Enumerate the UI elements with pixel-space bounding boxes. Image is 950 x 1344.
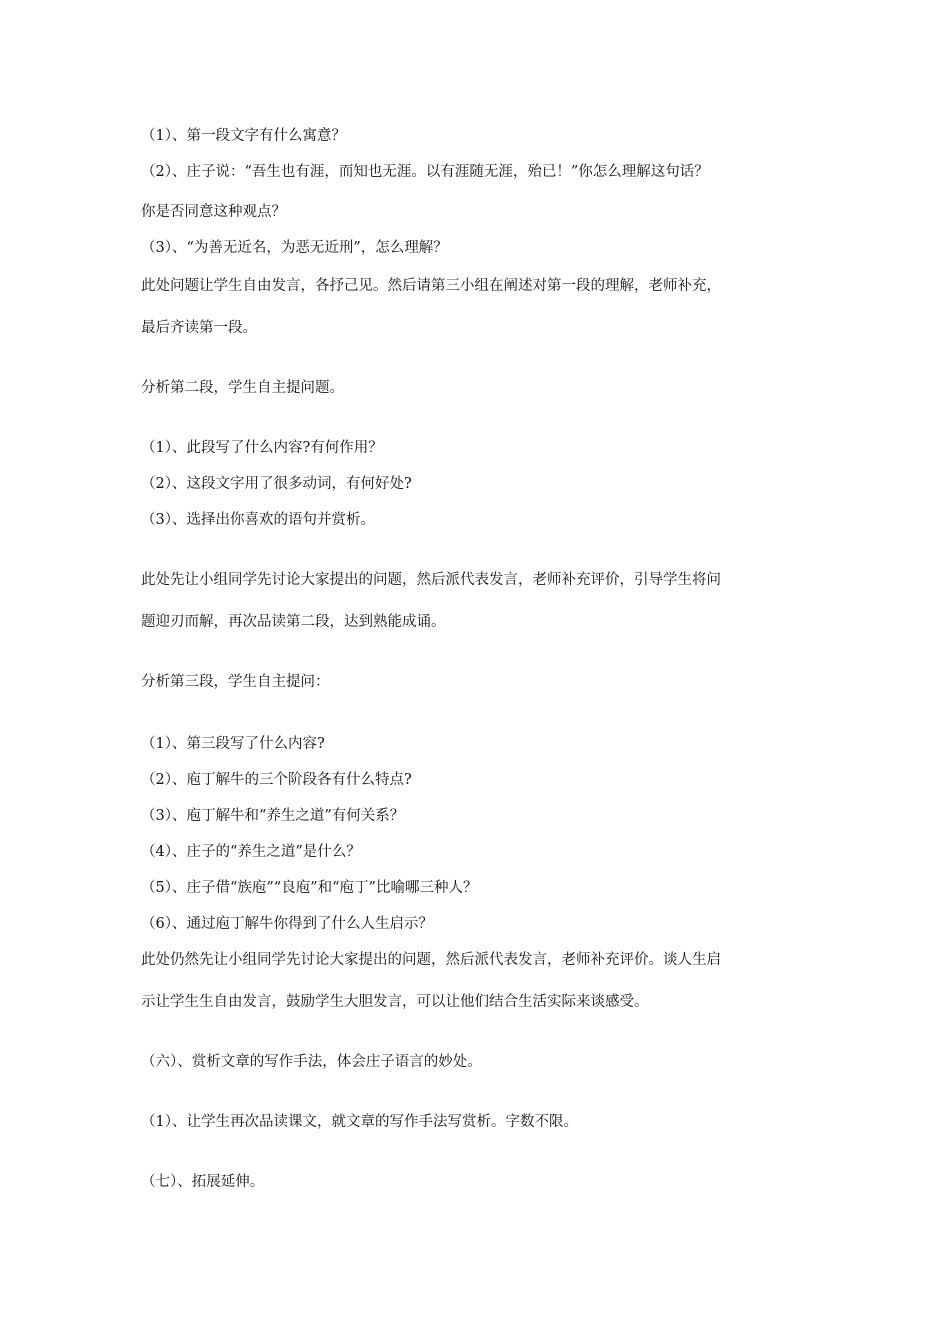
paragraph-line: 最后齐读第一段。 xyxy=(141,320,257,336)
question-line: （2）、庄子说：“吾生也有涯，而知也无涯。以有涯随无涯，殆已！”你怎么理解这句话？ xyxy=(141,164,709,180)
section-heading: 分析第二段，学生自主提问题。 xyxy=(141,380,344,396)
question-line: （5）、庄子借“族庖”“良庖”和“庖丁”比喻哪三种人？ xyxy=(141,880,478,896)
paragraph-line: 示让学生生自由发言，鼓励学生大胆发言，可以让他们结合生活实际来谈感受。 xyxy=(141,994,649,1010)
paragraph-line: 此处先让小组同学先讨论大家提出的问题，然后派代表发言，老师补充评价，引导学生将问 xyxy=(141,572,721,588)
section-heading: 分析第三段，学生自主提问： xyxy=(141,674,330,690)
question-line: （1）、第三段写了什么内容? xyxy=(141,736,325,752)
question-line: （6）、通过庖丁解牛你得到了什么人生启示？ xyxy=(141,916,433,932)
question-line: （1）、让学生再次品读课文，就文章的写作手法写赏析。字数不限。 xyxy=(141,1114,578,1130)
question-line: （2）、庖丁解牛的三个阶段各有什么特点? xyxy=(141,772,412,788)
question-line: （4）、庄子的“养生之道”是什么？ xyxy=(141,844,361,860)
question-line: （3）、庖丁解牛和“养生之道”有何关系？ xyxy=(141,808,405,824)
question-line-continued: 你是否同意这种观点？ xyxy=(141,204,286,220)
paragraph-line: 此处问题让学生自由发言，各抒己见。然后请第三小组在阐述对第一段的理解，老师补充， xyxy=(141,278,721,294)
question-line: （2）、这段文字用了很多动词，有何好处? xyxy=(141,476,412,492)
question-line: （3）、“为善无近名，为恶无近刑”，怎么理解？ xyxy=(141,240,448,256)
question-line: （1）、第一段文字有什么寓意？ xyxy=(141,128,346,144)
paragraph-line: 题迎刃而解，再次品读第二段，达到熟能成诵。 xyxy=(141,614,446,630)
section-heading: （六）、赏析文章的写作手法，体会庄子语言的妙处。 xyxy=(141,1054,482,1070)
question-line: （1）、此段写了什么内容?有何作用？ xyxy=(141,440,383,456)
paragraph-line: 此处仍然先让小组同学先讨论大家提出的问题，然后派代表发言，老师补充评价。谈人生启 xyxy=(141,952,721,968)
section-heading: （七）、拓展延伸。 xyxy=(141,1174,265,1190)
question-line: （3）、选择出你喜欢的语句并赏析。 xyxy=(141,512,375,528)
